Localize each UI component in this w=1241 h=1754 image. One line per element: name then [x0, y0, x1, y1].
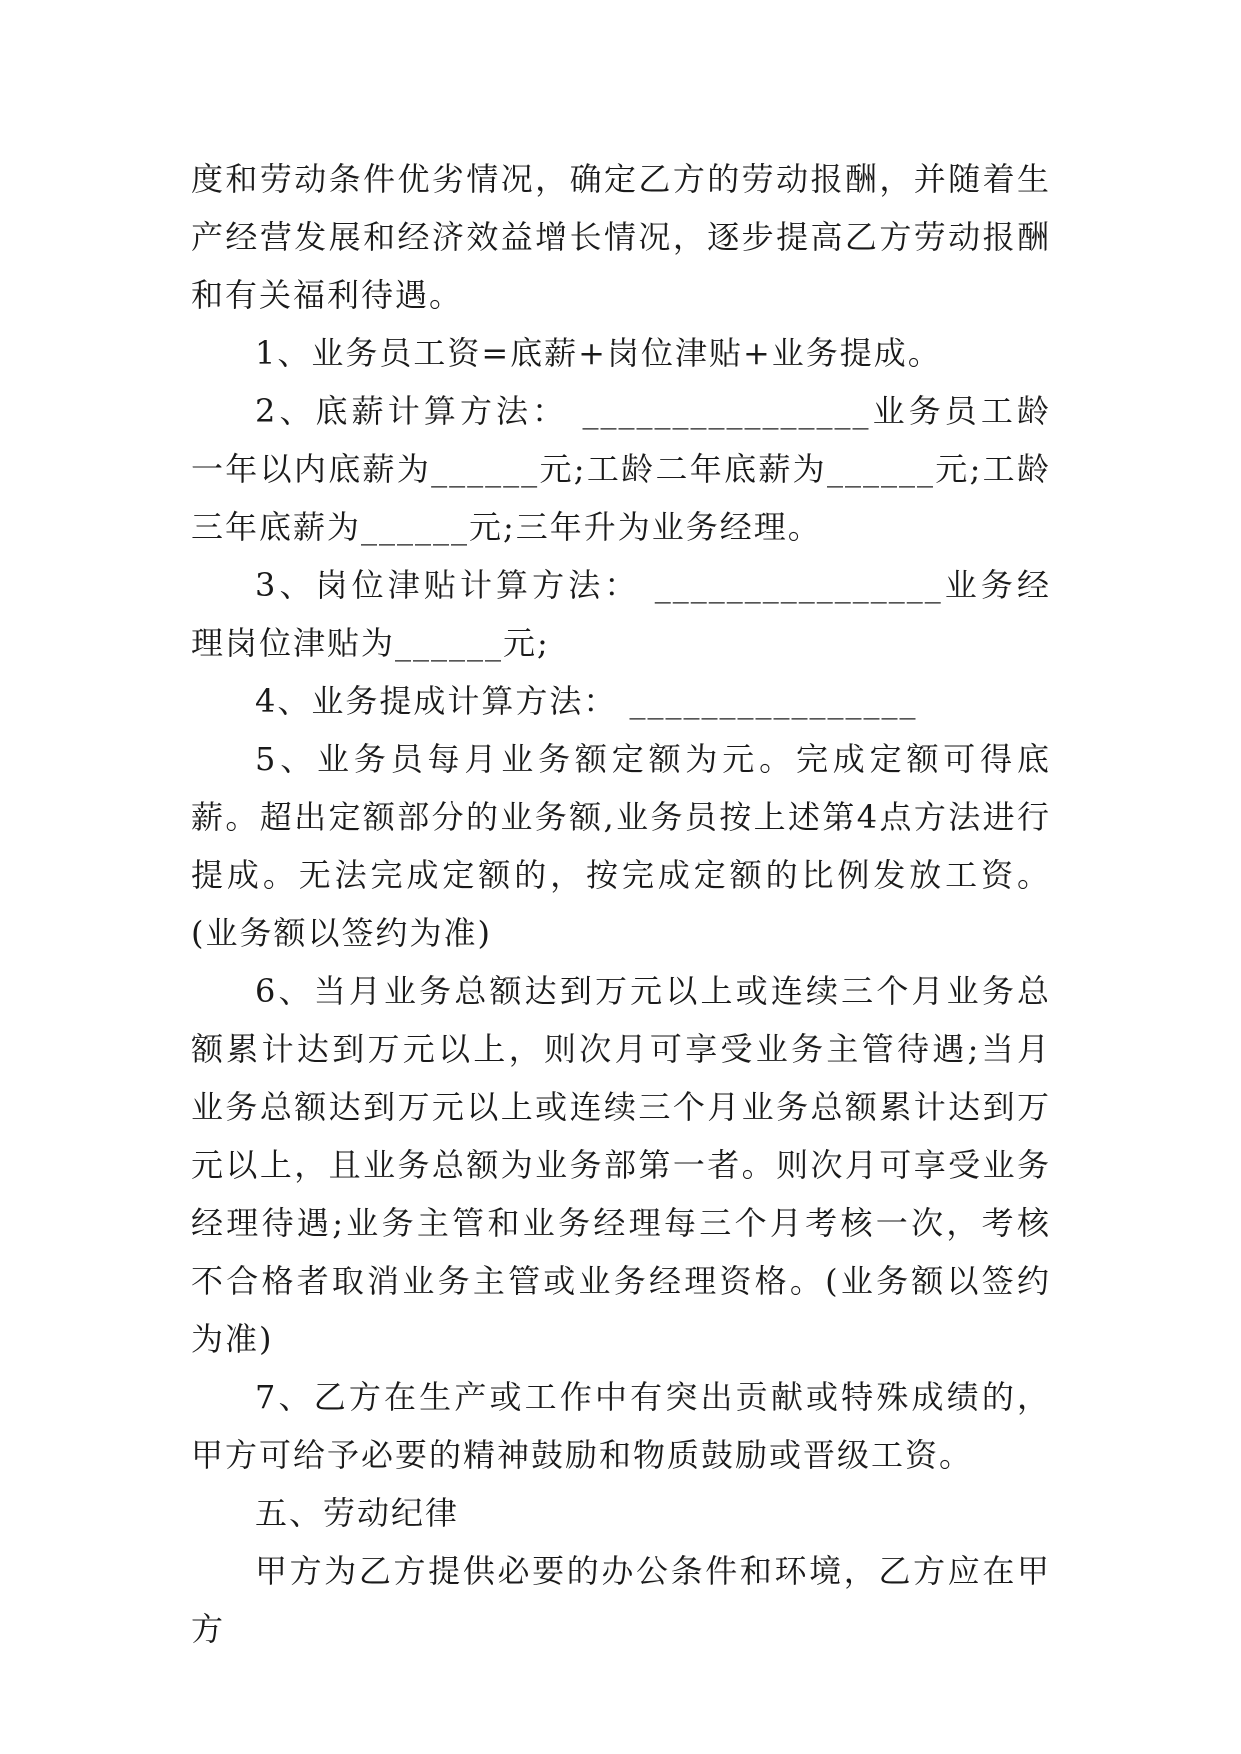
document-body — [191, 150, 1051, 1658]
paragraph-item-5: 5、业务员每月业务额定额为元。完成定额可得底薪。超出定额部分的业务额,业务员按上述第4点方法进行提成。无法完成定额的，按完成定额的比例发放工资。(业务额以签约为准) — [191, 740, 1051, 952]
paragraph-item-4: 4、业务提成计算方法： ________________ — [255, 682, 918, 720]
paragraph-item-2: 2、底薪计算方法： ________________业务员工龄一年以内底薪为______元;工龄二年底薪为______元;工龄三年底薪为______元;三年升为业务经理。 — [191, 392, 1051, 546]
paragraph-item-6: 6、当月业务总额达到万元以上或连续三个月业务总额累计达到万元以上，则次月可享受业务主管待遇;当月业务总额达到万元以上或连续三个月业务总额累计达到万元以上，且业务总额为业务部第一者。则次月可享受业务经理待遇;业务主管和业务经理每三个月考核一次，考核不合格者取消业务主管或业务经理资格。(业务额以签约为准) — [191, 972, 1051, 1358]
paragraph-item-7: 7、乙方在生产或工作中有突出贡献或特殊成绩的，甲方可给予必要的精神鼓励和物质鼓励或晋级工资。 — [191, 1378, 1051, 1474]
paragraph-intro-continued: 度和劳动条件优劣情况，确定乙方的劳动报酬，并随着生产经营发展和经济效益增长情况，逐步提高乙方劳动报酬和有关福利待遇。 — [191, 160, 1051, 314]
paragraph-item-1: 1、业务员工资=底薪+岗位津贴+业务提成。 — [255, 334, 942, 372]
paragraph-labor-discipline: 甲方为乙方提供必要的办公条件和环境，乙方应在甲方 — [191, 1552, 1051, 1648]
paragraph-item-3: 3、岗位津贴计算方法： ________________业务经理岗位津贴为______元; — [191, 566, 1051, 662]
section-heading-labor-discipline: 五、劳动纪律 — [255, 1494, 460, 1532]
